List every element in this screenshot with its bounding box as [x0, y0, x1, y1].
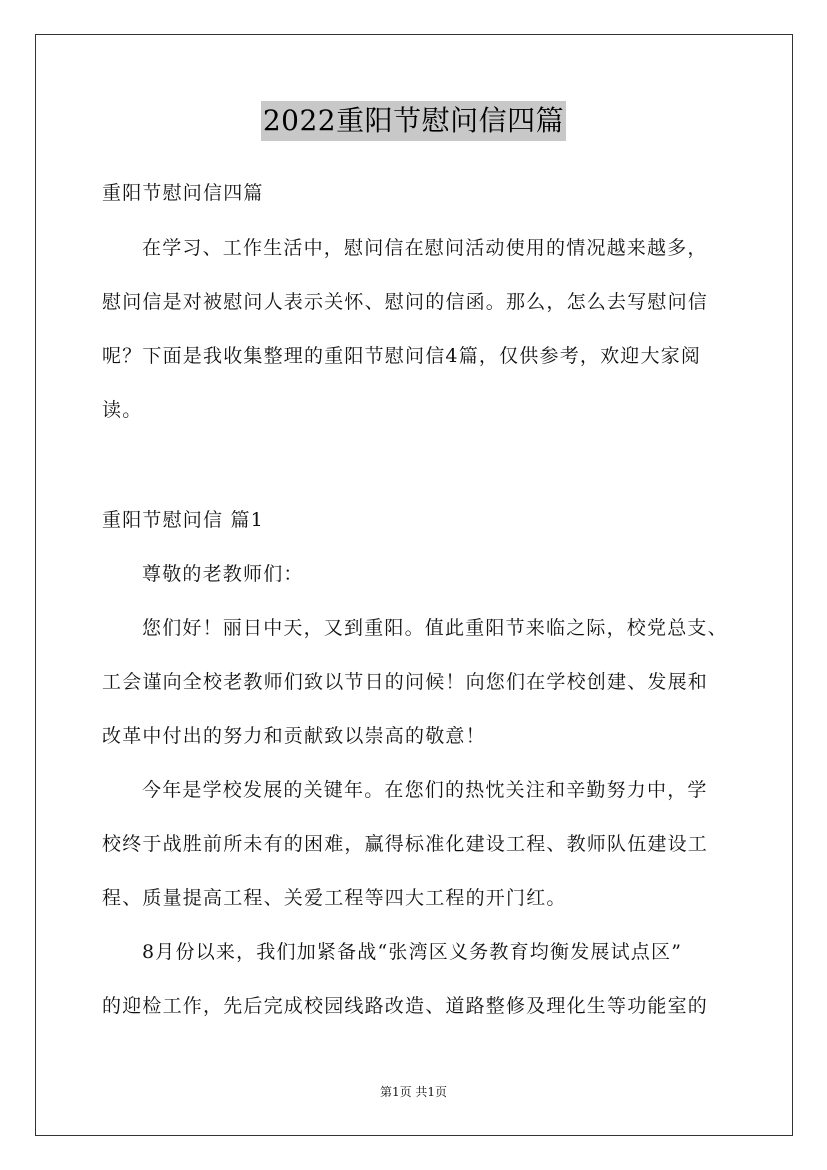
subtitle: 重阳节慰问信四篇 [102, 182, 264, 204]
title-container [0, 101, 827, 141]
intro-line-2: 慰问信是对被慰问人表示关怀、慰问的信函。那么，怎么去写慰问信 [102, 291, 709, 313]
salutation: 尊敬的老教师们： [142, 563, 304, 585]
para1-line-1: 您们好！丽日中天，又到重阳。值此重阳节来临之际，校党总支、 [142, 617, 728, 639]
section-heading: 重阳节慰问信 篇1 [102, 509, 264, 531]
intro-line-1: 在学习、工作生活中，慰问信在慰问活动使用的情况越来越多， [142, 237, 708, 259]
para2-line-1: 今年是学校发展的关键年。在您们的热忱关注和辛勤努力中，学 [142, 779, 708, 801]
para3-line-1: 8月份以来，我们加紧备战“张湾区义务教育均衡发展试点区” [142, 941, 683, 963]
page-footer: 第1页 共1页 [379, 1085, 448, 1099]
para1-line-3: 改革中付出的努力和贡献致以崇高的敬意！ [102, 725, 486, 747]
para3-line-2: 的迎检工作，先后完成校园线路改造、道路整修及理化生等功能室的 [102, 995, 709, 1017]
intro-line-3: 呢？下面是我收集整理的重阳节慰问信4篇，仅供参考，欢迎大家阅 [102, 345, 702, 367]
intro-line-4: 读。 [102, 399, 143, 421]
para1-line-2: 工会谨向全校老教师们致以节日的问候！向您们在学校创建、发展和 [102, 671, 709, 693]
para2-line-2: 校终于战胜前所未有的困难，赢得标准化建设工程、教师队伍建设工 [102, 833, 709, 855]
para2-line-3: 程、质量提高工程、关爱工程等四大工程的开门红。 [102, 887, 567, 909]
document-title: 2022重阳节慰问信四篇 [261, 101, 566, 141]
